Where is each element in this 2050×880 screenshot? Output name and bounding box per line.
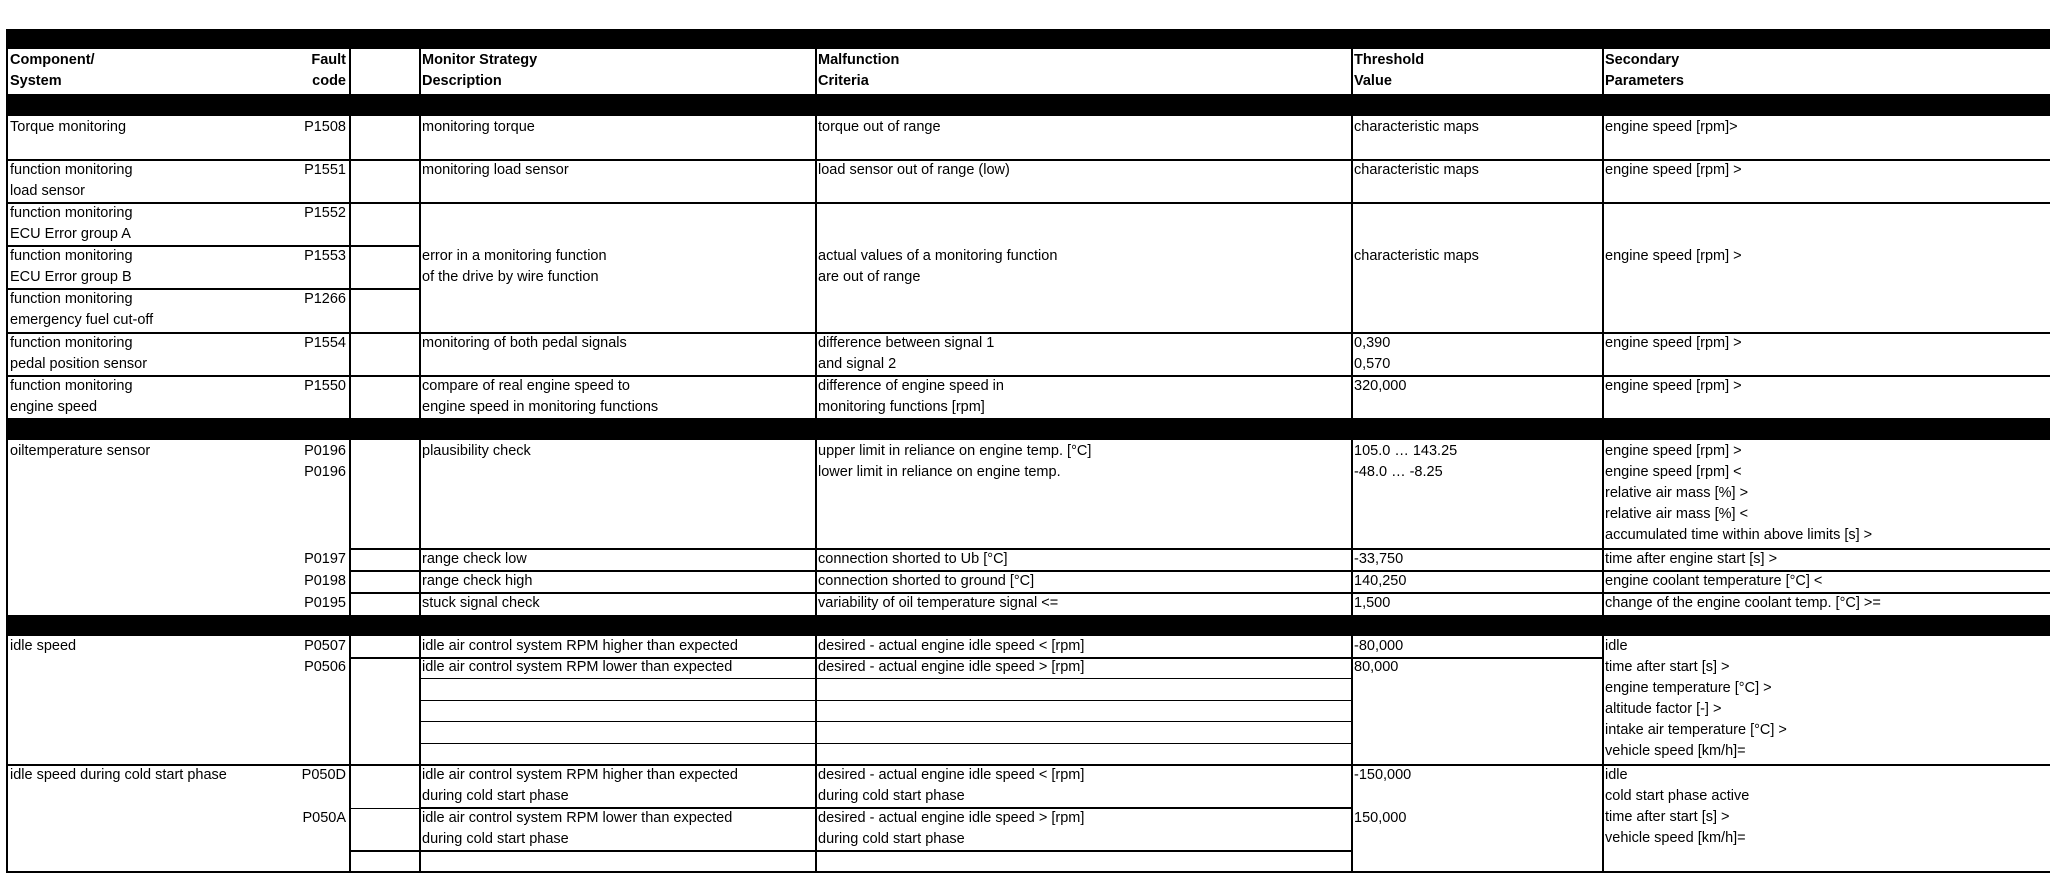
monitor-cell: range check high [422,573,533,589]
fault-code-cell: P0197 [304,551,346,567]
grid-line-col-malfunction [815,49,817,873]
fault-code-cell: P0507 [304,638,346,654]
criteria-cell: desired - actual engine idle speed > [rpm] [818,659,1085,675]
secondary-cell: idle cold start phase active time after start [s] > vehicle speed [km/h]= [1605,767,1750,846]
component-cell: function monitoring ECU Error group B [10,248,133,285]
fault-code-cell: P1554 [304,335,346,351]
criteria-cell: connection shorted to ground [°C] [818,573,1035,589]
secondary-cell: engine coolant temperature [°C] < [1605,573,1823,589]
secondary-cell: engine speed [rpm] > [1605,162,1742,178]
criteria-cell: difference between signal 1 and signal 2 [818,335,995,372]
header-separator-bar [6,94,2050,116]
fault-code-cell: P1553 [304,248,346,264]
fault-code-cell: P0198 [304,573,346,589]
monitor-cell: idle air control system RPM higher than expected [422,638,738,654]
threshold-cell: -33,750 [1354,551,1404,567]
fault-code-cell: P1508 [304,119,346,135]
criteria-cell: desired - actual engine idle speed < [rpm] [818,638,1085,654]
fault-code-cell: P0196 P0196 [304,443,346,480]
component-cell: function monitoring pedal position sensor [10,335,148,372]
fault-code-cell: P0506 [304,659,346,675]
threshold-cell: 0,390 0,570 [1354,335,1391,372]
threshold-cell: 1,500 [1354,595,1391,611]
row-line-thin [419,721,1351,722]
secondary-cell: time after engine start [s] > [1605,551,1778,567]
criteria-cell: variability of oil temperature signal <= [818,595,1059,611]
monitor-cell: monitoring torque [422,119,535,135]
header-threshold-value: Threshold Value [1354,52,1425,89]
monitor-cell: plausibility check [422,443,531,459]
component-cell: function monitoring emergency fuel cut-off [10,291,154,328]
monitor-cell: stuck signal check [422,595,540,611]
criteria-cell: desired - actual engine idle speed > [rpm] during cold start phase [818,810,1085,847]
component-cell: Torque monitoring [10,119,127,135]
header-fault-code: Fault code [311,52,346,89]
component-cell: function monitoring engine speed [10,378,133,415]
threshold-cell: characteristic maps [1354,162,1479,178]
group-separator-bar-2 [6,615,2050,636]
secondary-cell: engine speed [rpm]> [1605,119,1738,135]
grid-line-col-threshold [1351,49,1353,873]
threshold-cell: characteristic maps [1354,119,1479,135]
monitor-cell: monitoring load sensor [422,162,569,178]
criteria-cell: actual values of a monitoring function are out of range [818,248,1058,285]
row-line-thin [419,743,1351,744]
table-bottom-line [6,871,2050,873]
secondary-cell: idle time after start [s] > engine temperature [°C] > altitude factor [-] > intake air temperature [°C] > vehicle speed [km/h]= [1605,638,1787,759]
secondary-cell: engine speed [rpm] > [1605,378,1742,394]
monitor-cell: compare of real engine speed to engine speed in monitoring functions [422,378,659,415]
secondary-cell: engine speed [rpm] > [1605,248,1742,264]
title-bar [6,29,2050,49]
row-line-thin [419,700,1351,701]
component-cell: function monitoring ECU Error group A [10,205,133,242]
threshold-cell: 140,250 [1354,573,1407,589]
component-cell: oiltemperature sensor [10,443,151,459]
monitor-cell: idle air control system RPM lower than expected during cold start phase [422,810,733,847]
threshold-cell: characteristic maps [1354,248,1479,264]
header-malfunction-criteria: Malfunction Criteria [818,52,900,89]
secondary-cell: engine speed [rpm] > engine speed [rpm] < relative air mass [%] > relative air mass [%] < accumulated time within above limits [s] > [1605,443,1873,543]
monitor-cell: idle air control system RPM higher than expected during cold start phase [422,767,738,804]
row-line-thin [419,678,1351,679]
monitor-cell: monitoring of both pedal signals [422,335,627,351]
criteria-cell: torque out of range [818,119,941,135]
criteria-cell: difference of engine speed in monitoring functions [rpm] [818,378,1004,415]
threshold-cell: 150,000 [1354,810,1407,826]
grid-line-left [6,49,8,873]
fault-code-cell: P050D [301,767,346,783]
monitor-cell: idle air control system RPM lower than expected [422,659,733,675]
row-line [349,548,2050,550]
row-line [349,850,1351,852]
secondary-cell: engine speed [rpm] > [1605,335,1742,351]
header-monitor-strategy: Monitor Strategy Description [422,52,538,89]
header-secondary-parameters: Secondary Parameters [1605,52,1684,89]
grid-line-col-fault [349,49,351,873]
component-cell: idle speed [10,638,77,654]
header-component: Component/ System [10,52,95,89]
component-cell: function monitoring load sensor [10,162,133,199]
criteria-cell: load sensor out of range (low) [818,162,1010,178]
threshold-cell: 80,000 [1354,659,1399,675]
criteria-cell: connection shorted to Ub [°C] [818,551,1008,567]
fault-code-cell: P0195 [304,595,346,611]
threshold-cell: 105.0 … 143.25 -48.0 … -8.25 [1354,443,1458,480]
fault-code-cell: P1551 [304,162,346,178]
grid-line-col-secondary [1602,49,1604,873]
monitor-cell: error in a monitoring function of the drive by wire function [422,248,607,285]
threshold-cell: -150,000 [1354,767,1412,783]
threshold-cell: 320,000 [1354,378,1407,394]
fault-code-cell: P050A [302,810,346,826]
grid-line-col-monitor [419,49,421,873]
fault-code-cell: P1552 [304,205,346,221]
threshold-cell: -80,000 [1354,638,1404,654]
fault-code-cell: P1550 [304,378,346,394]
fault-code-cell: P1266 [304,291,346,307]
group-separator-bar-1 [6,418,2050,440]
monitor-cell: range check low [422,551,527,567]
criteria-cell: upper limit in reliance on engine temp. [°C] lower limit in reliance on engine temp. [818,443,1092,480]
component-cell: idle speed during cold start phase [10,767,227,783]
secondary-cell: change of the engine coolant temp. [°C] >= [1605,595,1881,611]
criteria-cell: desired - actual engine idle speed < [rpm] during cold start phase [818,767,1085,804]
